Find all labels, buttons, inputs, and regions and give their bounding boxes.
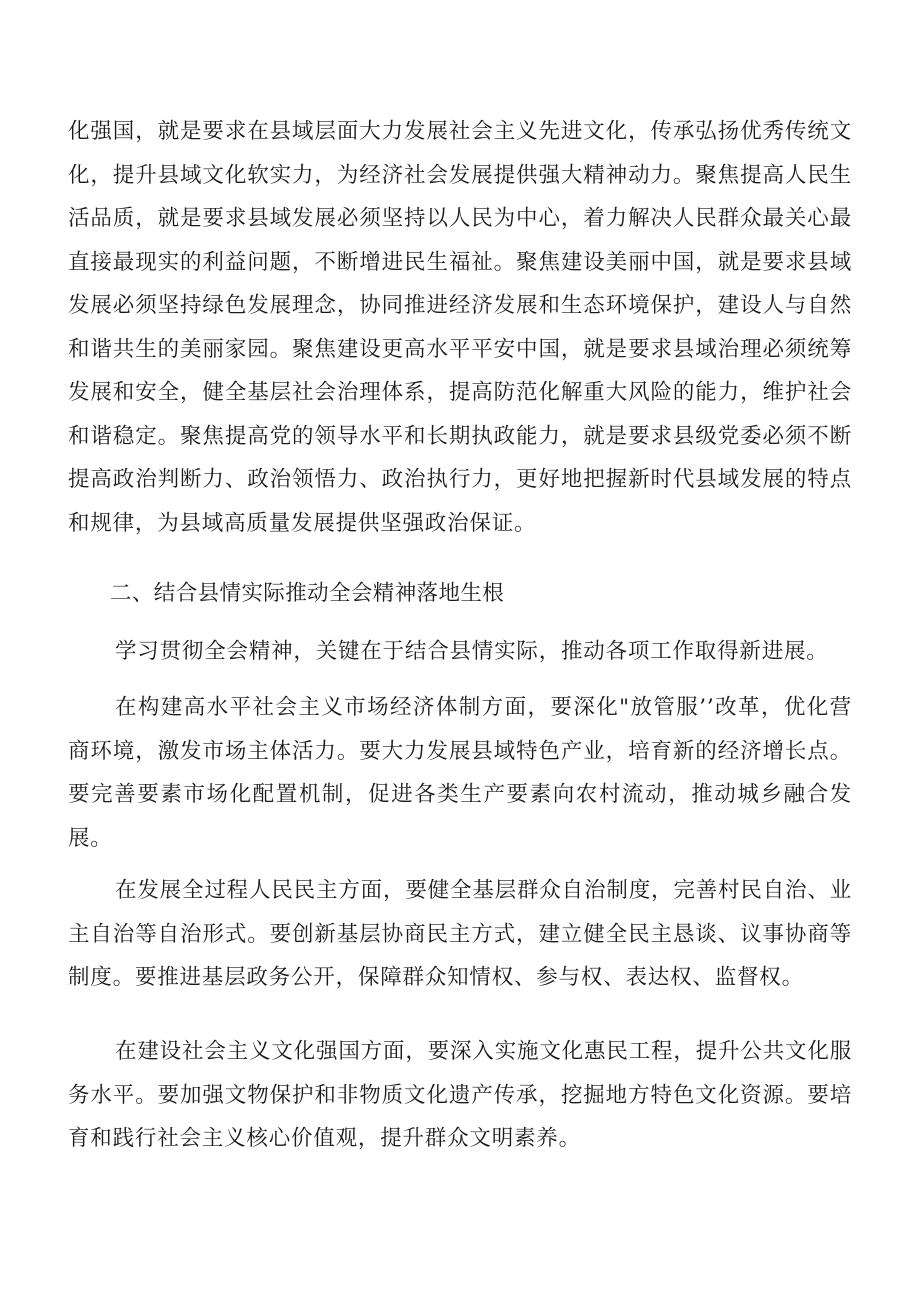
body-paragraph: 在建设社会主义文化强国方面，要深入实施文化惠民工程，提升公共文化服务水平。要加强文物保护和非物质文化遗产传承，挖掘地方特色文化资源。要培育和践行社会主义核心价值观，提升群众文明素养。	[68, 1039, 852, 1151]
body-paragraph: 在构建高水平社会主义市场经济体制方面，要深化"放管服’’改革，优化营商环境，激发市场主体活力。要大力发展县域特色产业，培育新的经济增长点。要完善要素市场化配置机制，促进各类生产要素向农村流动，推动城乡融合发展。	[68, 695, 852, 851]
section-heading: 二、结合县情实际推动全会精神落地生根	[110, 581, 505, 606]
body-paragraph: 在发展全过程人民民主方面，要健全基层群众自治制度，完善村民自治、业主自治等自治形式。要创新基层协商民主方式，建立健全民主恳谈、议事协商等制度。要推进基层政务公开，保障群众知情权、参与权、表达权、监督权。	[68, 878, 852, 990]
body-paragraph: 学习贯彻全会精神，关键在于结合县情实际，推动各项工作取得新进展。	[115, 639, 829, 664]
body-paragraph: 化强国，就是要求在县域层面大力发展社会主义先进文化，传承弘扬优秀传统文化，提升县域文化软实力，为经济社会发展提供强大精神动力。聚焦提高人民生活品质，就是要求县域发展必须坚持以人民为中心，着力解决人民群众最关心最直接最现实的利益问题，不断增进民生福祉。聚焦建设美丽中国，就是要求县域发展必须坚持绿色发展理念，协同推进经济发展和生态环境保护，建设人与自然和谐共生的美丽家园。聚焦建设更高水平平安中国，就是要求县域治理必须统筹发展和安全，健全基层社会治理体系，提高防范化解重大风险的能力，维护社会和谐稳定。聚焦提高党的领导水平和长期执政能力，就是要求县级党委必须不断提高政治判断力、政治领悟力、政治执行力，更好地把握新时代县域发展的特点和规律，为县域高质量发展提供坚强政治保证。	[68, 119, 852, 536]
